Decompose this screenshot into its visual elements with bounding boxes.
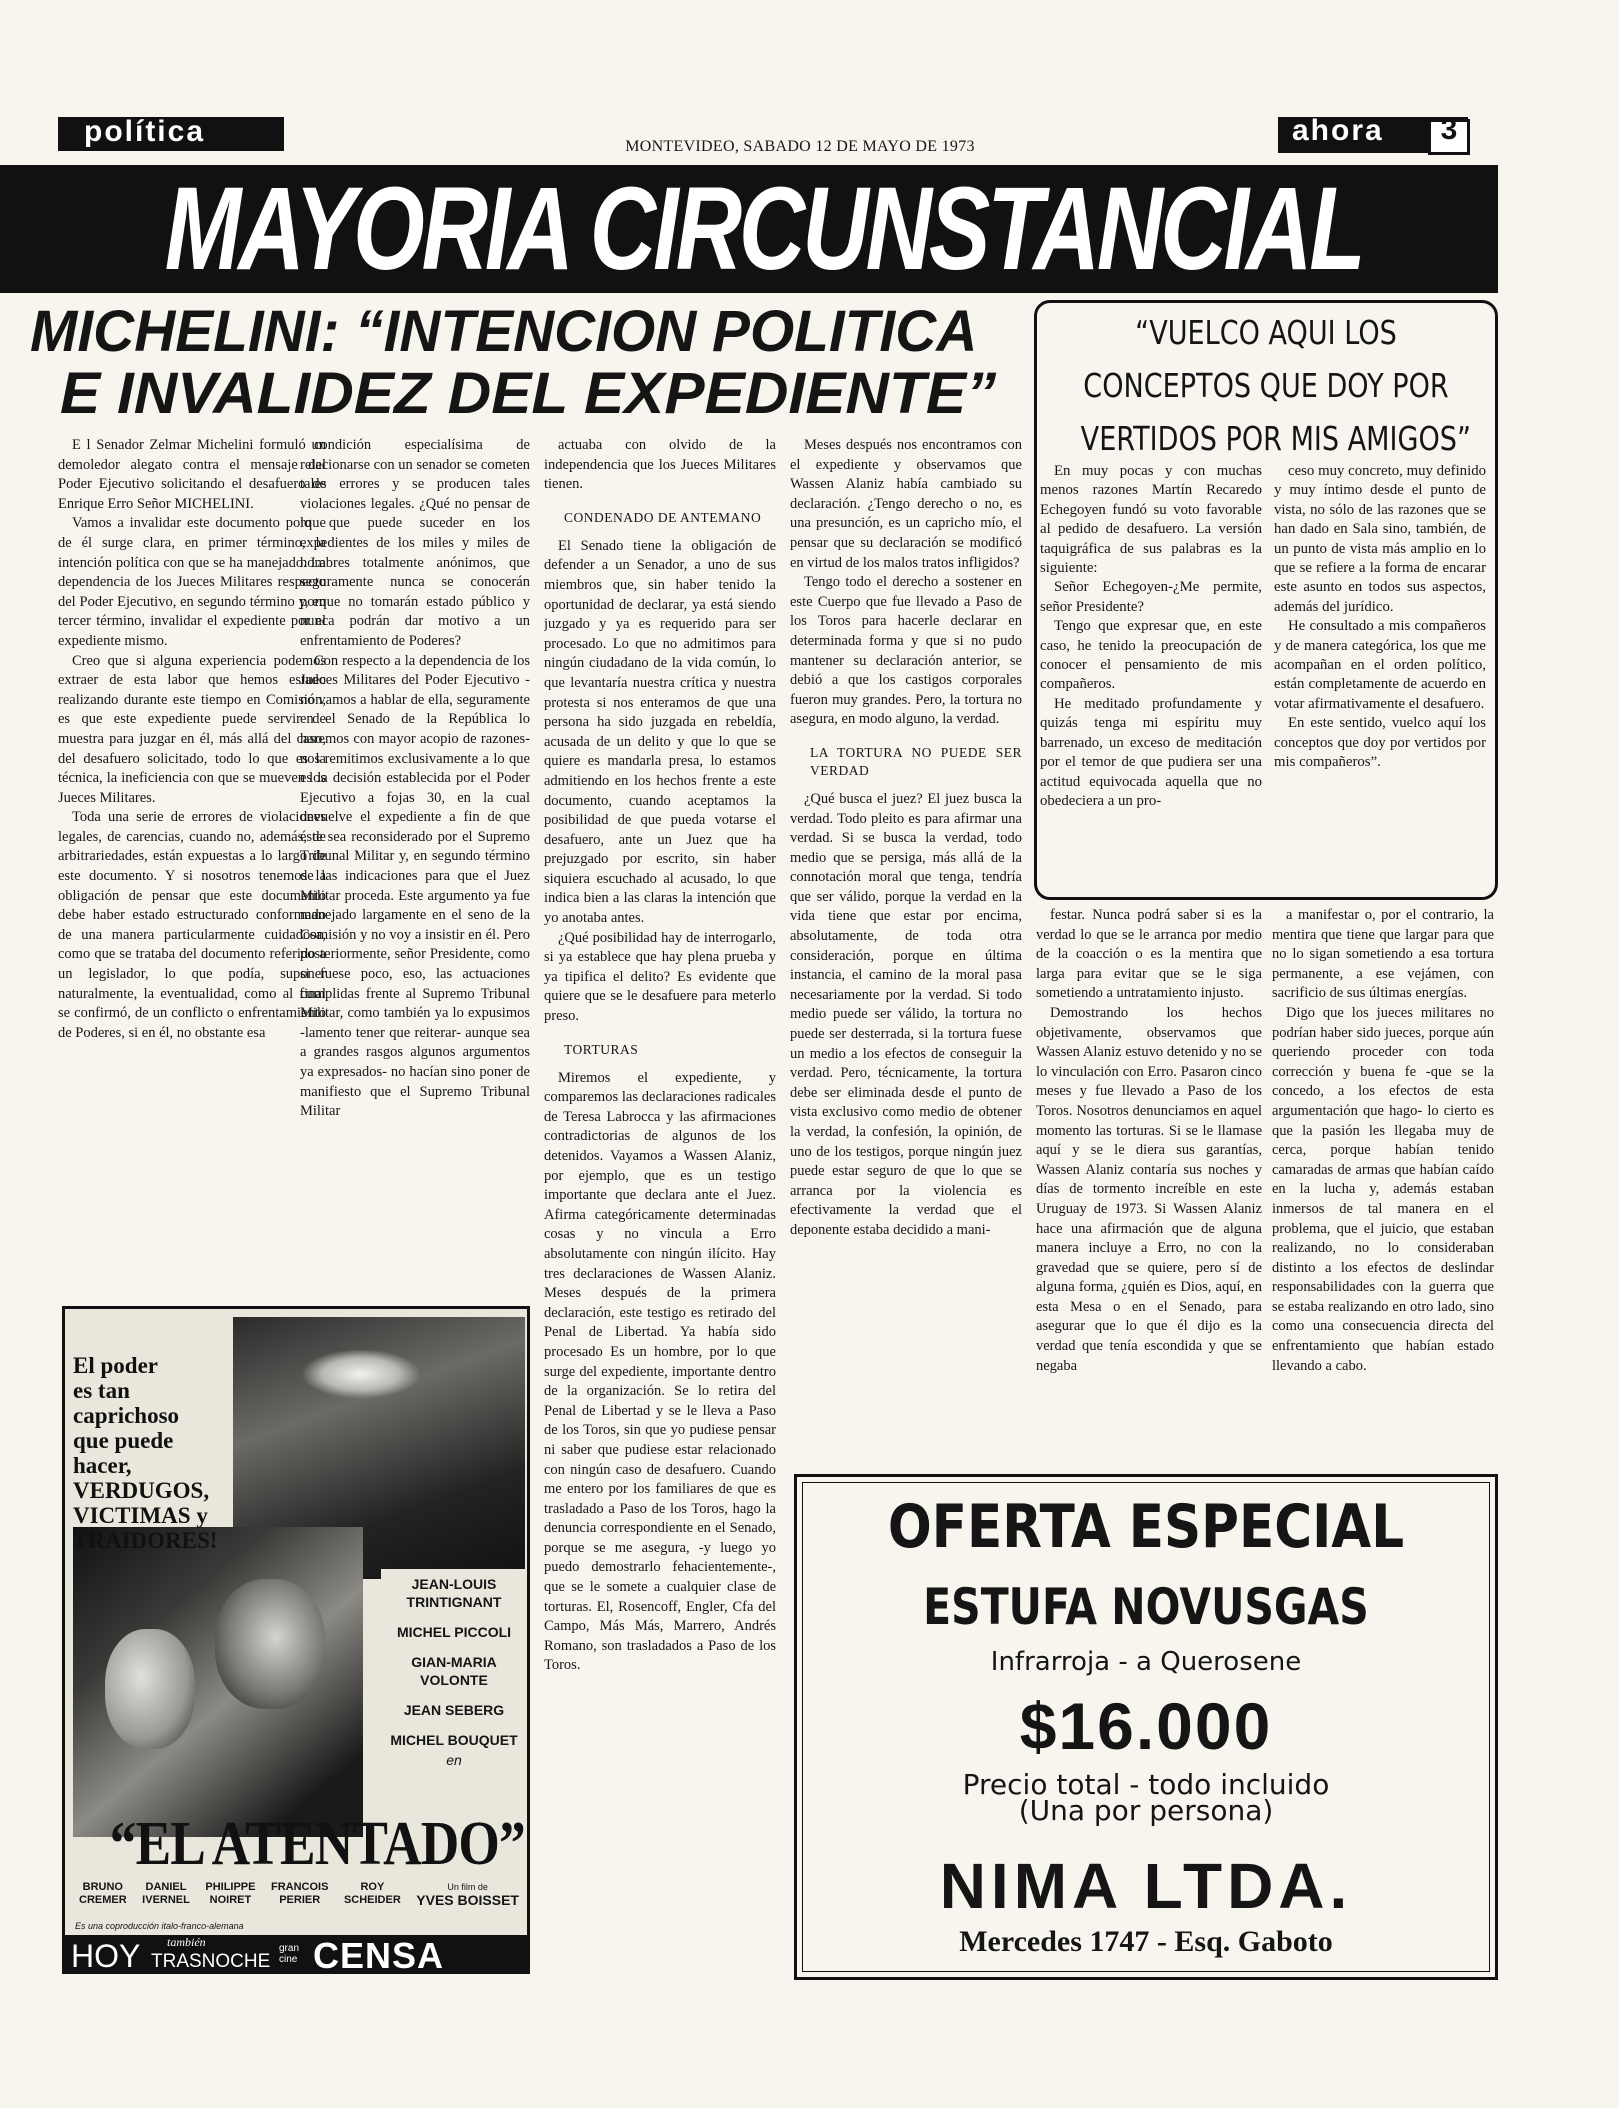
movie-credits (79, 1881, 519, 1907)
tagline-line: caprichoso (73, 1403, 180, 1428)
box-title-line: “VUELCO AQUI LOS (1135, 313, 1397, 352)
credit-last: CREMER (79, 1894, 127, 1906)
credit-first: DANIEL (145, 1881, 187, 1893)
paragraph: ¿Qué posibilidad hay de interrogarlo, si ya establece que hay plena prueba y ya tipifica el delito? Es evidente que quiere que se le desafuere para meterlo preso. (544, 929, 776, 1025)
offer-price-note: Precio total - todo incluido (962, 1768, 1330, 1801)
tagline-line: TRAIDORES! (73, 1528, 218, 1553)
director-credit (416, 1881, 519, 1907)
paragraph: Creo que si alguna experiencia podemos extraer de esta labor que hemos estado realizando durante este tiempo en Comisión, es que este expediente puede servir de muestra para juzgar en él, más allá del caso, del desafuero solicitado, todo lo que es la técnica, la ineficiencia con que se mueven los Jueces Militares. (58, 652, 326, 806)
paragraph: ceso muy concreto, muy definido y muy íntimo desde el punto de vista, no sólo de las razones que se han dado en Sala sino, también, de un punto de vista más amplio en lo que se refiere a la forma de encarar este asunto en todos sus aspectos, además del jurídico. (1274, 463, 1486, 615)
offer-company: NIMA LTDA. (939, 1850, 1353, 1922)
main-headline: MAYORIA CIRCUNSTANCIAL (164, 163, 1363, 295)
article-column-2 (300, 436, 530, 1302)
paragraph: En muy pocas y con muchas menos razones Martín Recaredo Echegoyen fundó su voto favorable al pedido de desafuero. La versión taquigráfica de sus palabras es la siguiente: (1040, 463, 1262, 577)
article-column-1 (58, 436, 326, 1294)
section-label: política (84, 115, 206, 148)
subhead-line-2: E INVALIDEZ DEL EXPEDIENTE” (60, 361, 997, 426)
tagline-line: El poder (73, 1353, 158, 1378)
credit (142, 1881, 190, 1907)
tagline-line: es tan (73, 1378, 130, 1403)
director-label: Un film de (447, 1882, 488, 1892)
subhead-line-1: MICHELINI: “INTENCION POLITICA (30, 299, 978, 364)
offer-type: Infrarroja - a Querosene (990, 1647, 1302, 1677)
credit-first: ROY (360, 1881, 385, 1893)
showtime-tambien: también (167, 1935, 206, 1949)
paragraph: a manifestar o, por el contrario, la mentira que tiene que largar para que no lo sigan sometiendo a esa tortura permanente, a ese vejámen, con sacrificio de sus últimas energías. (1272, 907, 1494, 1002)
credit-first: FRANCOIS (270, 1881, 329, 1893)
paragraph: El Senado tiene la obligación de defender a un Senador, a uno de sus miembros que, sin haber tenido la oportunidad de declarar, ya está siendo juzgado y ya es requerido para ser procesado. Lo que no admitimos para ningún ciudadano de la vida común, lo que levantaría nuestra crítica y nuestra protesta si nos enteramos de que una persona ha sido juzgada en rebeldía, acusada de un delito y que lo que se quiere es mandarla presa, lo estamos admitiendo en los hechos frente a este documento, cuando aceptamos la posibilidad de que pueda votarse el desafuero, ante un Juez que ha prejuzgado por escrito, sin haber siquiera escuchado al acusado, lo que indica bien a las claras la intención que yo anotaba antes. (544, 537, 776, 927)
box-column-2 (1274, 462, 1486, 892)
subheading-tortura-verdad: LA TORTURA NO PUEDE SER VERDAD (810, 744, 1022, 778)
box-title (1080, 306, 1471, 465)
movie-tagline (73, 1353, 248, 1553)
paragraph: Meses después nos encontramos con el expediente y observamos que Wassen Alaniz había cambiado su declaración. ¿Tengo derecho o no, es una presunción, es un capricho mío, el pensar que su declaración se modificó en virtud de los malos tratos infligidos? (790, 437, 1022, 571)
paragraph: festar. Nunca podrá saber si es la verdad lo que se le arranca por medio de la coacción o es la mentira que larga para evitar que se le siga sometiendo a untratamiento injusto. (1036, 907, 1262, 1002)
subheading-torturas: TORTURAS (564, 1041, 639, 1057)
director-name: YVES BOISSET (416, 1892, 519, 1908)
cast-en: en (446, 1752, 462, 1768)
paragraph: He consultado a mis compañeros y de manera categórica, los que me acompañan en el orden político, están completamente de acuerdo en votar afirmativamente el desafuero. (1274, 618, 1486, 712)
credit-first: BRUNO (82, 1881, 123, 1893)
movie-still-lamp (301, 1349, 421, 1399)
cinema-name: CENSA (313, 1935, 445, 1974)
paragraph: Señor Echegoyen-¿Me permite, señor Presidente? (1040, 579, 1262, 615)
coproduction-note: Es una coproducción italo-franco-alemana (75, 1921, 244, 1931)
paper-name: ahora (1292, 114, 1384, 147)
actor-face (215, 1579, 325, 1709)
article-column-3 (544, 436, 776, 1981)
tagline-line: que puede (73, 1428, 174, 1453)
movie-ad (62, 1306, 530, 1974)
offer-product: ESTUFA NOVUSGAS (923, 1578, 1369, 1636)
page-number: 3 (1440, 113, 1458, 146)
tagline-line: hacer, (73, 1453, 132, 1478)
credit (79, 1881, 127, 1907)
cast-list (381, 1569, 527, 1775)
subheading-condenado: CONDENADO DE ANTEMANO (564, 509, 762, 525)
credit-last: SCHEIDER (343, 1894, 401, 1906)
paragraph: Miremos el expediente, y comparemos las declaraciones radicales de Teresa Labrocca y las afirmaciones contradictorias de algunos de los detenidos. Vayamos a Wassen Alaniz, por ejemplo, que es un testigo importante que declara ante el Juez. Afirma categóricamente determinadas cosas y no vincula a Erro absolutamente con ningún ilícito. Hay tres declaraciones de Wassen Alaniz. Meses después de la primera declaración, este testigo es retirado del Penal de Libertad. Ya había sido procesado Es un hombre, por lo que surge del expediente, importante dentro de la organización. Se lo retira del Penal de Libertad y se le lleva a Paso de los Toros, sin que yo pudiese pensar ni saber que pudiese estar relacionado con ningún caso de desafuero. Cuando me entero por los familiares de que es trasladado a Paso de los Toros, hago la denuncia correspondiente en el Senado, porque se me asegura, -y luego yo puedo demostrarlo fehacientemente-, que se le somete a cualquier clase de torturas. El, Rosencoff, Engler, Cfa del Campo, Más Más, Marrero, Andrés Romano, son trasladados a Paso de los Toros. (544, 1069, 776, 1674)
paragraph: ¿Qué busca el juez? El juez busca la verdad. Todo pleito es para afirmar una verdad. Si se busca la verdad, todo medio que se persiga, más allá de la connotación moral que tenga, tendría que ser válido, porque la verdad en la vida tiene que estar por encima, absolutamente, de toda otra consideración, porque en última instancia, el camino de la moral pasa necesariamente por la verdad. Si todo medio puede ser válido, la tortura no puede ser desterrada, si la tortura fuese un medio a los efectos de conseguir la verdad. Pero, técnicamente, la tortura debe ser eliminada desde el punto de vista exclusivo como medio de obtener la verdad, la confesión, la opinión, de uno de los testigos, porque ningún juez puede estar seguro de que lo que se arranca por la violencia es efectivamente la verdad que el deponente estaba decidido a mani- (790, 790, 1022, 1238)
credit-last: NOIRET (209, 1894, 252, 1906)
credit-first: PHILIPPE (205, 1881, 256, 1893)
paragraph: Toda una serie de errores de violaciones legales, de carencias, cuando no, además, de arbitrariedades, están expuestas a lo largo de este documento. Y si nosotros tenemos la obligación de pensar que este documento debe haber estado estructurado conformado de una manera particularmente cuidadosa, como que se trataba del documento referido a un legislador, lo que podía, suponer naturalmente, la eventualidad, como al final se confirmó, de un conflicto o enfrentamiento de Poderes, si en él, no obstante esa (58, 809, 326, 1041)
credit (344, 1881, 401, 1907)
box-column-1 (1040, 462, 1262, 892)
paragraph: actuaba con olvido de la independencia que los Jueces Militares tienen. (544, 437, 776, 493)
offer-title: OFERTA ESPECIAL (887, 1492, 1405, 1562)
credit-last: IVERNEL (142, 1894, 190, 1906)
cast-name: MICHEL BOUQUET (390, 1732, 518, 1748)
actress-face (105, 1629, 195, 1749)
cast-name: JEAN SEBERG (403, 1702, 505, 1718)
tagline-line: VICTIMAS y (73, 1503, 208, 1528)
showtime-gran-cine: gran cine (279, 1943, 300, 1965)
offer-address: Mercedes 1747 - Esq. Gaboto (959, 1925, 1333, 1958)
movie-title: “EL ATENTADO” (109, 1810, 525, 1878)
cast-name: GIAN-MARIA VOLONTE (411, 1654, 497, 1688)
offer-price: $16.000 (1019, 1689, 1273, 1763)
credit (271, 1881, 328, 1907)
box-title-line: VERTIDOS POR MIS AMIGOS” (1080, 419, 1471, 458)
tagline-line: VERDUGOS, (73, 1478, 210, 1503)
offer-limit: (Una por persona) (1018, 1794, 1274, 1827)
cast-name: JEAN-LOUIS TRINTIGNANT (406, 1576, 502, 1610)
paragraph: condición especialísima de relacionarse con un senador se cometen tales errores y se producen tales violaciones legales. ¿Qué no pensar de lo que puede suceder en los expedientes de los miles y miles de hombres totalmente anónimos, que seguramente nunca se conocerán porque no tomarán estado público y nunca podrán dar motivo a un enfrentamiento de Poderes? (300, 437, 530, 649)
credit-last: PERIER (279, 1894, 321, 1906)
article-column-5 (1036, 906, 1262, 1454)
credit (205, 1881, 255, 1907)
paragraph: Tengo que expresar que, en este caso, he tenido la preocupación de conocer el pensamiento de mis compañeros. (1040, 618, 1262, 693)
paragraph: Tengo todo el derecho a sostener en este Cuerpo que fue llevado a Paso de los Toros para hacerle declarar en determinada forma y que si no pudo mantener su declaración anterior, se debió a que los castigos corporales fueron muy grandes. Pero, la tortura no asegura, en modo alguno, la verdad. (790, 574, 1022, 728)
cast-name: MICHEL PICCOLI (396, 1624, 512, 1640)
paragraph: Con respecto a la dependencia de los Jueces Militares del Poder Ejecutivo -no vamos a hablar de ella, seguramente en el Senado de la República lo haremos con mayor acopio de razones- nos remitimos exclusivamente a lo que es la decisión establecida por el Poder Ejecutivo a fojas 30, en la cual devuelve el expediente a fin de que éste sea reconsiderado por el Supremo Tribunal Militar y, en segundo término de las indicaciones para que el Juez Militar proceda. Este argumento ya fue manejado largamente en el seno de la Comisión y no voy a insistir en él. Pero posteriormente, señor Presidente, como si fuese poco, eso, las actuaciones cumplidas frente al Supremo Tribunal Militar, como también ya lo expusimos -lamento tener que reiterar- aunque sea a grandes rasgos algunos argumentos ya expresados- no hacían sino poner de manifiesto que el Supremo Tribunal Militar (300, 652, 530, 1120)
paragraph: He meditado profundamente y quizás tenga mi espíritu muy barrenado, un exceso de meditación por el temor de que pudiera ser una actitud equivocada aquella que no obedeciera a un pro- (1040, 695, 1262, 809)
box-title-line: CONCEPTOS QUE DOY POR (1083, 366, 1449, 405)
paragraph: E l Senador Zelmar Michelini formuló un demoledor alegato contra el mensaje del Poder Ejecutivo solicitando el desafuero de Enrique Erro Señor MICHELINI. (58, 437, 326, 512)
paragraph: En este sentido, vuelco aquí los conceptos que doy por vertidos por mis compañeros”. (1274, 715, 1486, 771)
article-column-6 (1272, 906, 1494, 1454)
showtime-trasnoche: TRASNOCHE (151, 1951, 271, 1972)
article-column-4 (790, 436, 1022, 1446)
paragraph: Vamos a invalidar este documento porque de él surge clara, en primer término, la intención política con que se ha manejado. La dependencia de los Jueces Militares respecto del Poder Ejecutivo, en segundo término y, en tercer término, invalidar el expediente por el expediente mismo. (58, 515, 326, 649)
dateline: MONTEVIDEO, SABADO 12 DE MAYO DE 1973 (625, 138, 975, 155)
paragraph: Digo que los jueces militares no podrían haber sido jueces, porque aún queriendo proceder con toda corrección y buena fe -que se la concedo, a los efectos de esta argumentación que hago- lo cierto es que la pasión les llegaba muy de cerca, porque habían tenido camaradas de armas que habían caído en la lucha y, además estaban inmersos de tal manera en el problema, que el juicio, que estaban realizando, no lo consideraban distinto a los efectos de deslindar responsabilidades con la guerra que se estaba realizando en otro lado, sino como una consecuencia directa del enfrentamiento que habían estado llevando a cabo. (1272, 1004, 1494, 1374)
paragraph: Demostrando los hechos objetivamente, observamos que Wassen Alaniz estuvo detenido y no se lo vinculación con Erro. Pasaron cinco meses y fue llevado a Paso de los Toros. Nosotros denunciamos en aquel momento las torturas. Si se le llamase aquí y se le diera sus garantías, Wassen Alaniz contaría sus noches y días de tormento increíble en este Uruguay de 1973. Si Wassen Alaniz hace una afirmación que de alguna manera incluye a Erro, no con la gravedad que se quiere, pero sí de alguna forma, ¿quién es Dios, aquí, en esta Mesa o en el Senado, para asegurar que lo que él dijo es la verdad que tenía escondida y que se negaba (1036, 1004, 1262, 1374)
showtime-hoy: HOY (71, 1938, 141, 1974)
